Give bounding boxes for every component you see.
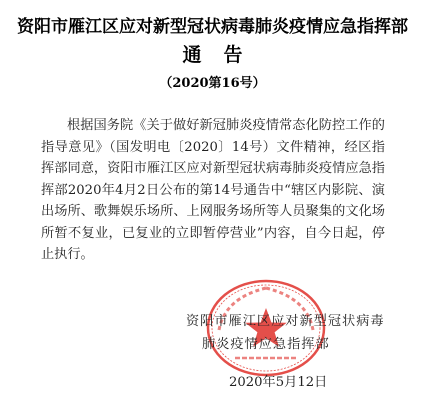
notice-body-paragraph: 根据国务院《关于做好新冠肺炎疫情常态化防控工作的指导意见》（国发明电〔2020〕14号）文件精神，经区指挥部同意，资阳市雁江区应对新型冠状病毒肺炎疫情应急指挥部2020年4月2日公布的第14号通告中“辖区内影院、演出场所、歌舞娱乐场所、上网服务场所等人员聚集的文化场所暂不复业，已复业的立即暂停营业”内容，自今日起，停止执行。 xyxy=(41,118,385,262)
issuing-authority-title: 资阳市雁江区应对新型冠状病毒肺炎疫情应急指挥部 xyxy=(17,17,408,37)
signature-organization-line-1: 资阳市雁江区应对新型冠状病毒 xyxy=(186,314,385,329)
signature-organization-line-2: 肺炎疫情应急指挥部 xyxy=(202,337,330,352)
notice-title: 通告 xyxy=(182,44,265,66)
document-number: （2020第16号） xyxy=(159,76,266,91)
signature-date: 2020年5月12日 xyxy=(229,375,328,390)
